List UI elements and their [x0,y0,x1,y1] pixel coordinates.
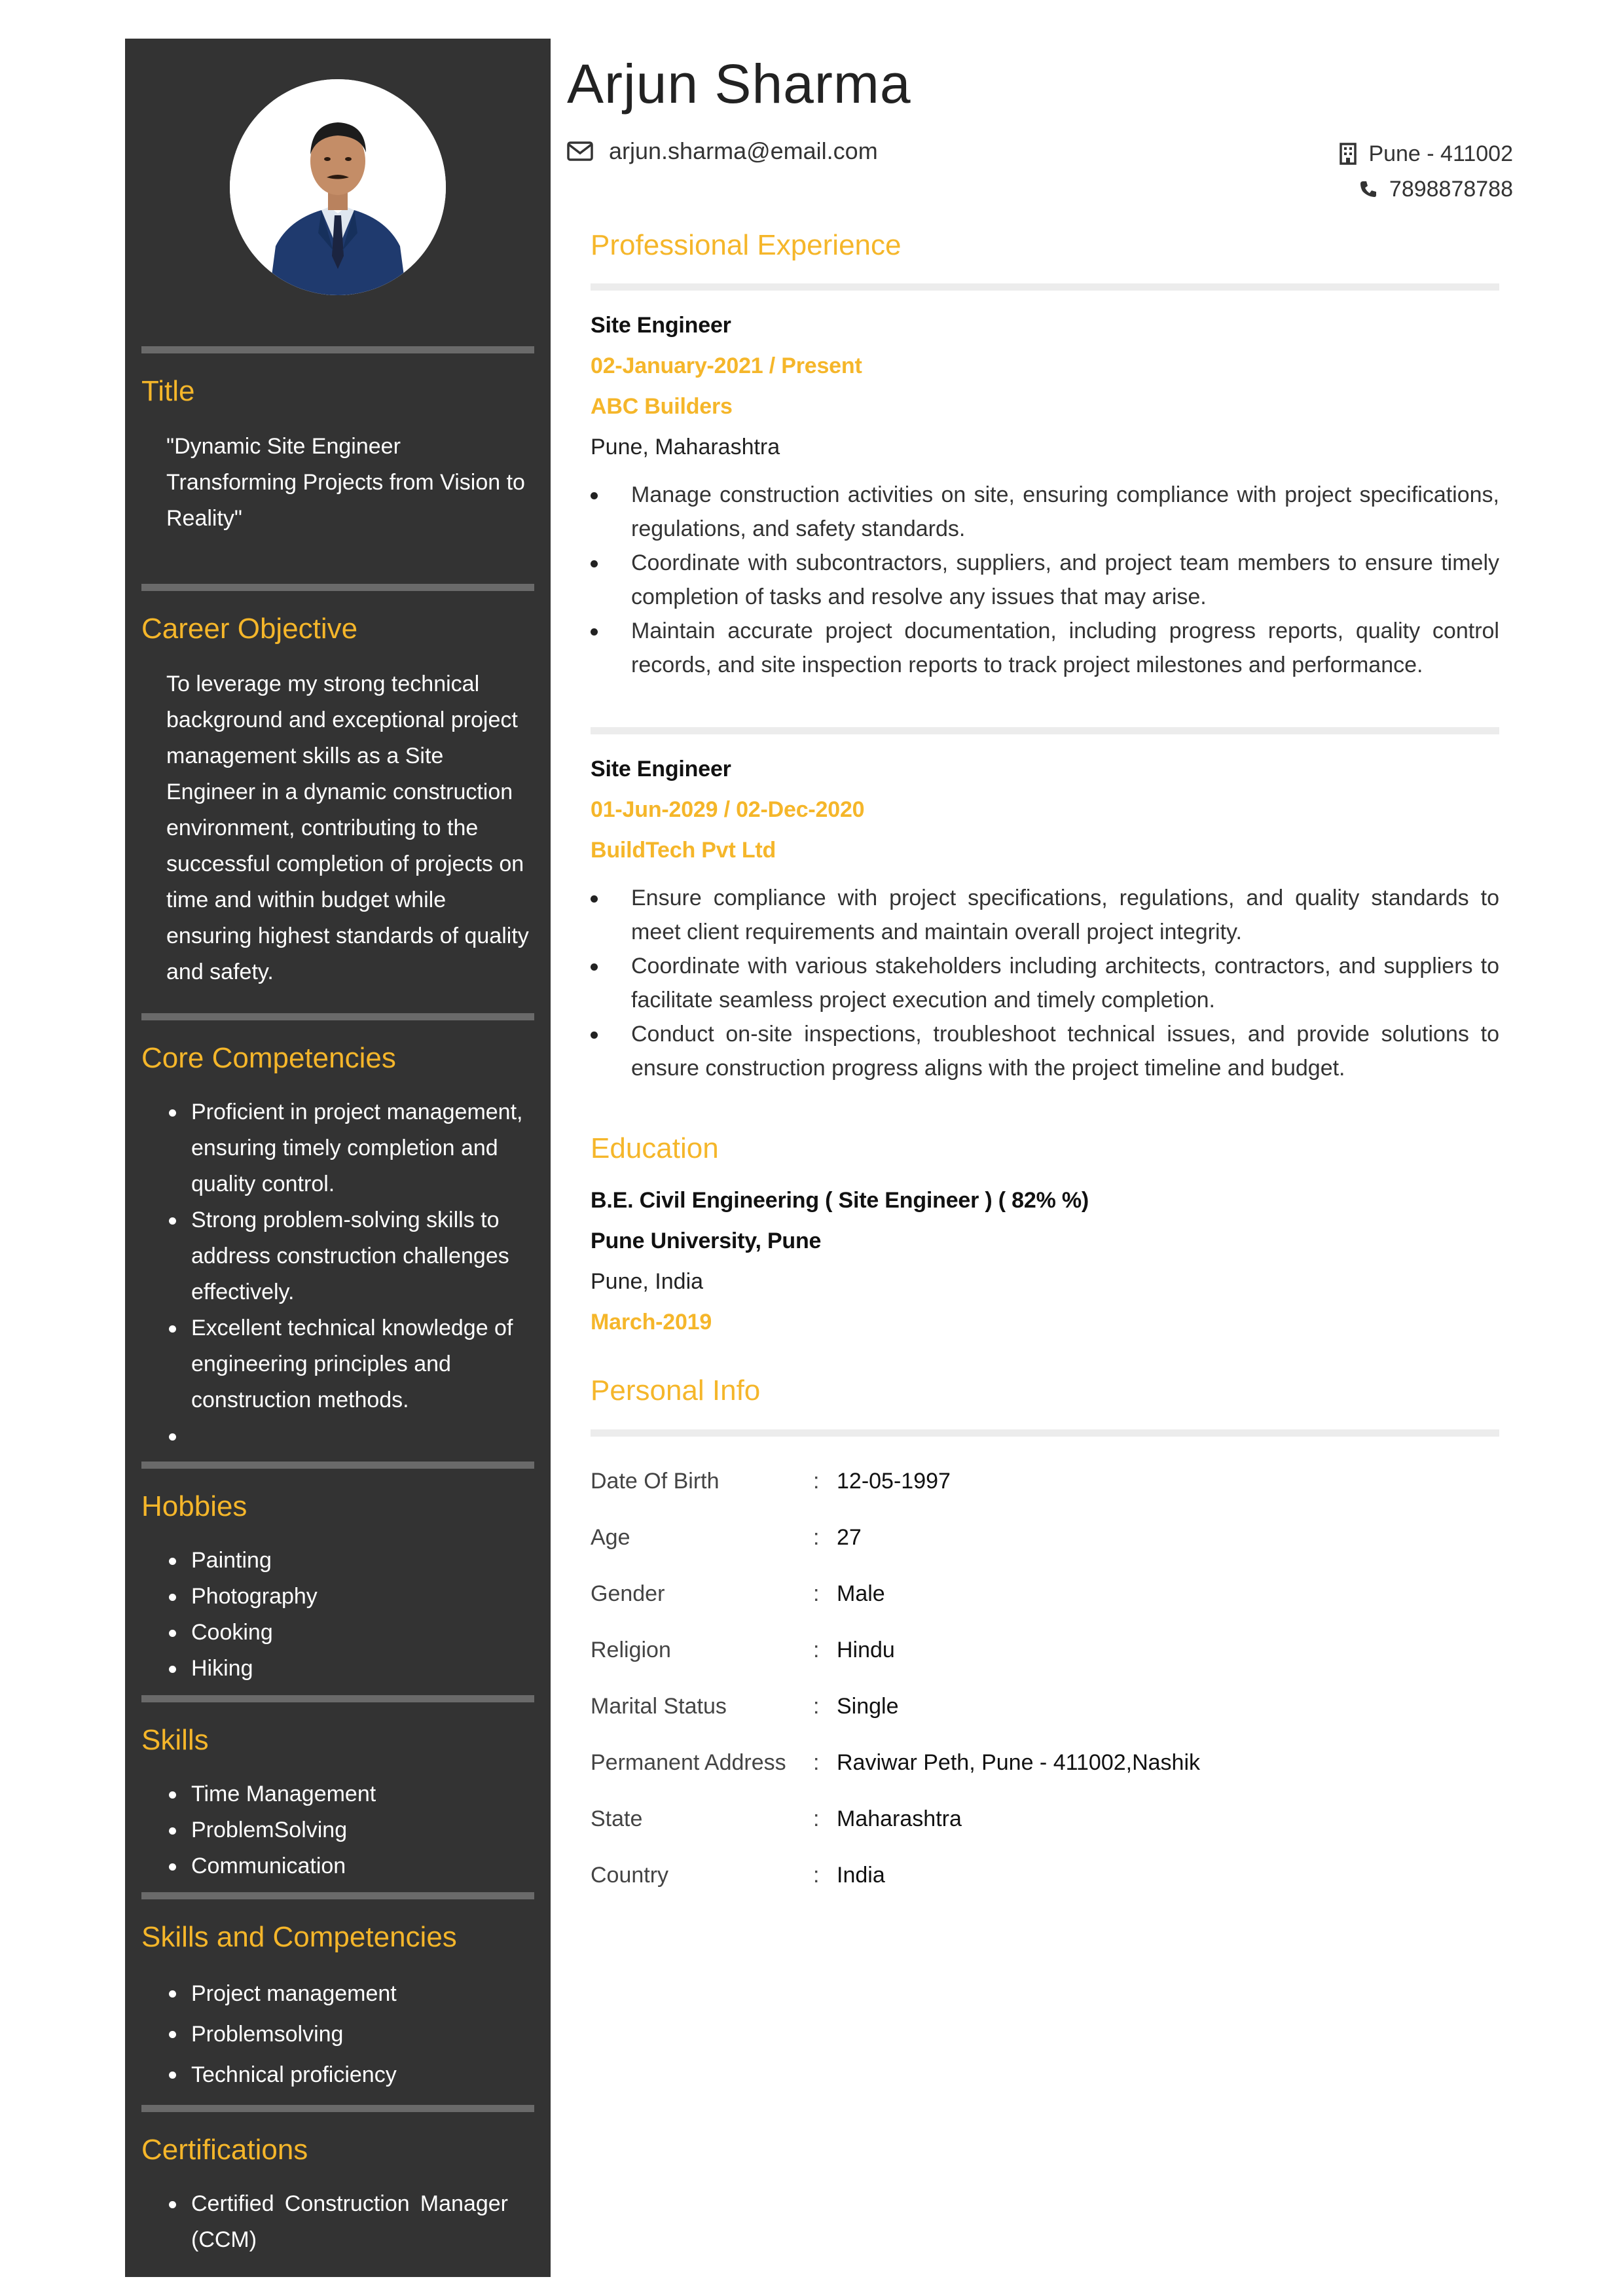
list-item: Project management [166,1973,534,2014]
section-divider [141,1695,534,1702]
skills-competencies-heading: Skills and Competencies [141,1921,457,1953]
core-competencies-heading: Core Competencies [141,1042,396,1074]
core-competencies-section [141,1013,534,1454]
info-colon: : [813,1693,820,1719]
list-item: Problemsolving [166,2014,534,2054]
personal-info-row [591,1847,1499,1903]
list-item: Painting [166,1543,534,1579]
profile-photo-image [230,79,446,295]
phone-text[interactable]: 7898878788 [1389,176,1513,202]
section-divider [141,2105,534,2112]
list-item: Ensure compliance with project specifications, regulations, and quality standards to meet client requirements and maintain overall project integrity. [591,881,1499,949]
list-item: Cooking [166,1615,534,1651]
personal-info-row [591,1791,1499,1847]
list-item: Conduct on-site inspections, troubleshoot technical issues, and provide solutions to ensure construction progress aligns with the project timeline and budget. [591,1017,1499,1085]
personal-info-heading: Personal Info [591,1374,761,1407]
skills-competencies-list [141,1973,534,2095]
info-value: India [837,1862,885,1888]
job-bullets [591,881,1499,1085]
job-entry [591,749,1499,1085]
location-contact [1340,136,1513,171]
personal-info-row [591,1453,1499,1509]
list-item: Excellent technical knowledge of engineering principles and construction methods. [166,1310,534,1418]
job-date: 02-January-2021 / Present [591,353,862,378]
education-date: March-2019 [591,1310,712,1335]
building-icon [1340,143,1357,165]
job-bullets [591,478,1499,682]
sidebar [125,39,551,2277]
location-text: Pune - 411002 [1368,141,1513,166]
list-item: Hiking [166,1651,534,1687]
career-objective-heading: Career Objective [141,613,358,645]
education-degree: B.E. Civil Engineering ( Site Engineer ) ( 82% %) [591,1188,1089,1213]
section-divider [141,346,534,353]
section-divider [591,1429,1499,1437]
hobbies-heading: Hobbies [141,1490,247,1522]
info-colon: : [813,1468,820,1494]
info-label: Country [591,1862,669,1888]
info-value: 12-05-1997 [837,1468,951,1494]
core-competencies-list [141,1094,534,1454]
info-colon: : [813,1524,820,1550]
job-role: Site Engineer [591,757,731,781]
contact-info-right [1340,136,1513,207]
personal-info-row [591,1566,1499,1622]
education-location: Pune, India [591,1269,704,1294]
info-value: Maharashtra [837,1806,962,1831]
experience-heading: Professional Experience [591,229,902,261]
title-text: "Dynamic Site Engineer Transforming Projects from Vision to Reality" [166,433,525,531]
career-objective-text: To leverage my strong technical background and exceptional project management skills as a Site Engineer in a dynamic construction environment, contributing to the successful completion of projects on time and within budget while ensuring highest standards of quality and safety. [166,671,529,984]
info-label: Date Of Birth [591,1468,720,1494]
section-divider [591,283,1499,291]
education-heading: Education [591,1132,719,1164]
list-item: Proficient in project management, ensuring timely completion and quality control. [166,1094,534,1202]
job-location: Pune, Maharashtra [591,435,780,459]
certifications-heading: Certifications [141,2134,308,2166]
skills-competencies-section [141,1892,534,2095]
list-item: Communication [166,1848,534,1884]
envelope-icon [567,141,593,161]
education-entry [591,1180,1499,1342]
job-company: ABC Builders [591,394,733,419]
job-role: Site Engineer [591,313,731,338]
info-value: Raviwar Peth, Pune - 411002,Nashik [837,1749,1201,1775]
info-value: Hindu [837,1637,895,1662]
email-text[interactable]: arjun.sharma@email.com [609,137,878,164]
info-value: Single [837,1693,899,1719]
personal-info-row [591,1734,1499,1791]
section-divider [141,584,534,591]
personal-info-row [591,1622,1499,1678]
profile-photo [230,79,446,295]
education-university: Pune University, Pune [591,1229,822,1253]
info-colon: : [813,1749,820,1775]
info-label: State [591,1806,643,1831]
list-item: Maintain accurate project documentation, including progress reports, quality control records, and site inspection reports to track project milestones and performance. [591,614,1499,682]
info-label: Permanent Address [591,1749,786,1775]
personal-info-row [591,1678,1499,1734]
info-colon: : [813,1806,820,1831]
info-value: Male [837,1581,885,1606]
phone-icon [1359,180,1377,198]
candidate-name: Arjun Sharma [567,53,911,115]
info-value: 27 [837,1524,862,1550]
list-item: Coordinate with subcontractors, suppliers, and project team members to ensure timely completion of tasks and resolve any issues that may arise. [591,546,1499,614]
skills-section [141,1695,534,1884]
list-item [166,1418,534,1454]
list-item: Time Management [166,1776,534,1812]
info-label: Religion [591,1637,671,1662]
info-colon: : [813,1862,820,1888]
title-heading: Title [141,375,195,407]
hobbies-list [141,1543,534,1687]
list-item: Technical proficiency [166,2054,534,2095]
section-divider [141,1462,534,1469]
list-item: ProblemSolving [166,1812,534,1848]
list-item: Certified Construction Manager (CCM) [166,2186,508,2258]
info-colon: : [813,1637,820,1662]
certifications-section [141,2105,534,2258]
info-colon: : [813,1581,820,1606]
personal-info-table [591,1453,1499,1903]
job-date: 01-Jun-2029 / 02-Dec-2020 [591,797,865,822]
section-divider [141,1892,534,1899]
skills-heading: Skills [141,1724,209,1756]
info-label: Marital Status [591,1693,727,1719]
info-label: Gender [591,1581,665,1606]
hobbies-section [141,1462,534,1687]
email-contact [567,137,878,165]
info-label: Age [591,1524,630,1550]
list-item: Photography [166,1579,534,1615]
personal-info-row [591,1509,1499,1566]
phone-contact [1340,171,1513,207]
section-divider [141,1013,534,1020]
title-section [141,346,534,537]
job-company: BuildTech Pvt Ltd [591,838,776,863]
section-divider [591,727,1499,734]
job-entry [591,305,1499,682]
certifications-list [141,2186,534,2258]
list-item: Manage construction activities on site, ensuring compliance with project specifications, regulations, and safety standards. [591,478,1499,546]
career-objective-section [141,584,534,990]
list-item: Strong problem-solving skills to address construction challenges effectively. [166,1202,534,1310]
list-item: Coordinate with various stakeholders including architects, contractors, and suppliers to facilitate seamless project execution and timely completion. [591,949,1499,1017]
skills-list [141,1776,534,1884]
